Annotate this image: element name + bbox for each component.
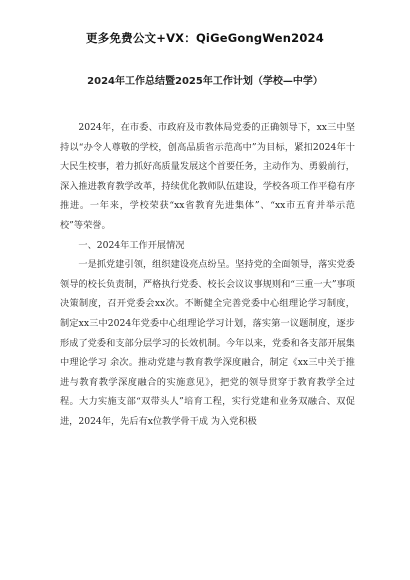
intro-paragraph: 2024年，在市委、市政府及市教体局党委的正确领导下，xx三中坚持以“办令人尊敬的学校，创高品质省示范高中”为目标，紧扣2024年十大民生校事，着力抓好高质量发展这个首要任务，主动作为、勇毅前行，深入推进教育教学改革，持续优化教师队伍建设，学校各项工作平稳有序推进。一年来，学校荣获“xx省教育先进集体”、“xx市五育并举示范校”等荣誉。: [60, 122, 355, 231]
document-body: [60, 118, 355, 432]
section-heading: 一、2024年工作开展情况: [78, 239, 185, 251]
body-paragraph: 一是抓党建引领，组织建设亮点纷呈。坚持党的全面领导，落实党委领导的校长负责制，严格执行党委、校长会议议事规则和“三重一大”事项决策制度，召开党委会xx次。不断健全完善党委中心组理论学习制度，制定xx三中2024年党委中心组理论学习计划，落实第一议题制度，逐步形成了党委和支部分层学习的长效机制。今年以来，党委和各支部开展集中理论学习 余次。推动党建与教育教学深度融合，制定《xx三中关于推进与教育教学深度融合的实施意见》，把党的领导贯穿于教育教学全过程。大力实施支部“双带头人”培育工程，实行党建和业务双融合、双促进，2024年，先后有x位教学骨干成 为入党积极: [60, 259, 355, 427]
document-title: 2024年工作总结暨2025年工作计划（学校—中学）: [87, 76, 323, 87]
promo-banner: 更多免费公文+VX：QiGeGongWen2024: [86, 31, 324, 45]
